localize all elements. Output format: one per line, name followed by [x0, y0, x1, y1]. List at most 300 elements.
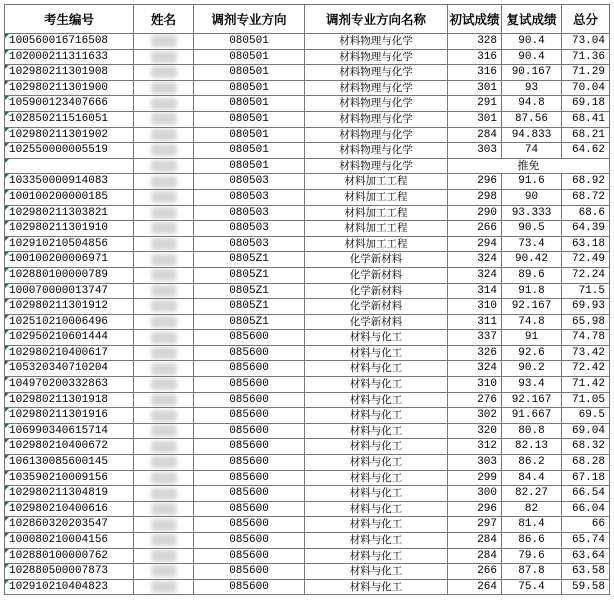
second-score-cell[interactable]: 75.4 — [502, 579, 562, 595]
major-code-cell[interactable]: 085600 — [194, 533, 305, 549]
candidate-id-cell[interactable]: 102850211516051 — [5, 111, 134, 127]
total-score-cell[interactable]: 71.29 — [562, 65, 610, 81]
candidate-id-cell[interactable]: 102510210006496 — [5, 314, 134, 330]
candidate-id-cell[interactable]: 102980210400672 — [5, 439, 134, 455]
total-score-cell[interactable]: 71.42 — [562, 377, 610, 393]
total-score-cell[interactable]: 68.72 — [562, 189, 610, 205]
redacted-name-blur — [151, 503, 177, 515]
header-candidate-id[interactable]: 考生编号 — [5, 5, 134, 34]
name-cell-redacted[interactable] — [134, 361, 194, 377]
header-total-score[interactable]: 总分 — [562, 5, 610, 34]
first-score-cell[interactable]: 284 — [448, 127, 502, 143]
major-name-cell[interactable]: 材料与化工 — [305, 486, 448, 502]
second-score-cell[interactable]: 90.167 — [502, 65, 562, 81]
redacted-name-blur — [151, 160, 177, 172]
second-score-cell[interactable]: 82.13 — [502, 439, 562, 455]
major-code-cell[interactable]: 080503 — [194, 221, 305, 237]
name-cell-redacted[interactable] — [134, 158, 194, 174]
first-score-cell[interactable]: 276 — [448, 392, 502, 408]
total-score-cell[interactable]: 69.93 — [562, 299, 610, 315]
total-score-cell[interactable]: 73.42 — [562, 345, 610, 361]
candidate-id-cell[interactable]: 102550000005519 — [5, 143, 134, 159]
major-code-cell[interactable]: 080501 — [194, 143, 305, 159]
candidate-id-cell[interactable]: 102880100000789 — [5, 267, 134, 283]
major-name-cell[interactable]: 材料物理与化学 — [305, 111, 448, 127]
total-score-cell[interactable]: 68.28 — [562, 455, 610, 471]
name-cell-redacted[interactable] — [134, 330, 194, 346]
total-score-cell[interactable]: 69.18 — [562, 96, 610, 112]
second-score-cell[interactable]: 90.42 — [502, 252, 562, 268]
major-name-cell[interactable]: 材料物理与化学 — [305, 65, 448, 81]
first-score-cell[interactable]: 266 — [448, 221, 502, 237]
major-name-cell[interactable]: 化学新材料 — [305, 267, 448, 283]
major-code-cell[interactable]: 0805Z1 — [194, 283, 305, 299]
first-score-cell[interactable]: 314 — [448, 283, 502, 299]
candidate-id-cell[interactable]: 102980210400617 — [5, 345, 134, 361]
header-second-score[interactable]: 复试成绩 — [502, 5, 562, 34]
second-score-cell[interactable]: 90.4 — [502, 49, 562, 65]
major-code-cell[interactable]: 080501 — [194, 111, 305, 127]
total-score-cell[interactable]: 72.49 — [562, 252, 610, 268]
first-score-cell[interactable]: 324 — [448, 361, 502, 377]
first-score-cell[interactable]: 337 — [448, 330, 502, 346]
redacted-name-blur — [151, 410, 177, 422]
candidate-id-cell[interactable]: 102950210601444 — [5, 330, 134, 346]
first-score-cell[interactable]: 324 — [448, 267, 502, 283]
table-row — [5, 517, 610, 533]
table-row — [5, 111, 610, 127]
total-score-cell[interactable]: 64.39 — [562, 221, 610, 237]
first-score-cell[interactable]: 316 — [448, 65, 502, 81]
header-name[interactable]: 姓名 — [134, 5, 194, 34]
major-name-cell[interactable]: 材料物理与化学 — [305, 80, 448, 96]
major-name-cell[interactable]: 材料与化工 — [305, 330, 448, 346]
first-score-cell[interactable]: 310 — [448, 377, 502, 393]
second-score-cell[interactable]: 93.333 — [502, 205, 562, 221]
table-row — [5, 501, 610, 517]
redacted-name-blur — [151, 222, 177, 234]
candidate-id-cell[interactable]: 102000211311633 — [5, 49, 134, 65]
major-name-cell[interactable]: 材料物理与化学 — [305, 158, 448, 174]
name-cell-redacted[interactable] — [134, 236, 194, 252]
second-score-cell[interactable]: 93 — [502, 80, 562, 96]
major-name-cell[interactable]: 材料加工工程 — [305, 174, 448, 190]
candidate-id-cell[interactable]: 106990340615714 — [5, 423, 134, 439]
first-score-cell[interactable]: 290 — [448, 205, 502, 221]
name-cell-redacted[interactable] — [134, 49, 194, 65]
candidate-id-cell[interactable]: 100100200000185 — [5, 189, 134, 205]
total-score-cell[interactable]: 74.78 — [562, 330, 610, 346]
table-row — [5, 299, 610, 315]
total-score-cell[interactable]: 65.98 — [562, 314, 610, 330]
major-code-cell[interactable]: 085600 — [194, 455, 305, 471]
candidate-id-cell[interactable]: 105900123407666 — [5, 96, 134, 112]
major-code-cell[interactable]: 080501 — [194, 80, 305, 96]
total-score-cell[interactable]: 66.04 — [562, 501, 610, 517]
table-row — [5, 345, 610, 361]
major-name-cell[interactable]: 材料与化工 — [305, 517, 448, 533]
second-score-cell[interactable]: 87.8 — [502, 564, 562, 580]
redacted-name-blur — [151, 300, 177, 312]
second-score-cell[interactable]: 74 — [502, 143, 562, 159]
second-score-cell[interactable]: 74.8 — [502, 314, 562, 330]
total-score-cell[interactable]: 66.54 — [562, 486, 610, 502]
total-score-cell[interactable]: 63.18 — [562, 236, 610, 252]
total-score-cell[interactable]: 68.41 — [562, 111, 610, 127]
first-score-cell[interactable]: 311 — [448, 314, 502, 330]
first-score-cell[interactable]: 302 — [448, 408, 502, 424]
major-code-cell[interactable]: 080501 — [194, 49, 305, 65]
candidate-id-cell[interactable]: 100080210004156 — [5, 533, 134, 549]
major-code-cell[interactable]: 085600 — [194, 548, 305, 564]
name-cell-redacted[interactable] — [134, 283, 194, 299]
redacted-name-blur — [151, 35, 177, 47]
first-score-cell[interactable]: 303 — [448, 455, 502, 471]
total-score-cell[interactable]: 68.6 — [562, 205, 610, 221]
first-score-cell[interactable]: 284 — [448, 548, 502, 564]
second-score-cell[interactable]: 91.667 — [502, 408, 562, 424]
first-score-cell[interactable]: 298 — [448, 189, 502, 205]
candidate-id-cell[interactable]: 102880100000762 — [5, 548, 134, 564]
first-score-cell[interactable]: 296 — [448, 174, 502, 190]
major-code-cell[interactable]: 085600 — [194, 361, 305, 377]
second-score-cell[interactable]: 90.5 — [502, 221, 562, 237]
header-major-name[interactable]: 调剂专业方向名称 — [305, 5, 448, 34]
major-name-cell[interactable]: 材料与化工 — [305, 439, 448, 455]
major-name-cell[interactable]: 材料与化工 — [305, 408, 448, 424]
major-code-cell[interactable]: 080501 — [194, 158, 305, 174]
table-row — [5, 579, 610, 595]
name-cell-redacted[interactable] — [134, 314, 194, 330]
name-cell-redacted[interactable] — [134, 221, 194, 237]
name-cell-redacted[interactable] — [134, 470, 194, 486]
major-code-cell[interactable]: 080501 — [194, 65, 305, 81]
major-name-cell[interactable]: 材料与化工 — [305, 392, 448, 408]
candidate-id-cell[interactable]: 106130085600145 — [5, 455, 134, 471]
name-cell-redacted[interactable] — [134, 517, 194, 533]
table-row — [5, 564, 610, 580]
name-cell-redacted[interactable] — [134, 299, 194, 315]
table-row — [5, 455, 610, 471]
name-cell-redacted[interactable] — [134, 252, 194, 268]
second-score-cell[interactable]: 81.4 — [502, 517, 562, 533]
candidate-id-cell[interactable]: 102980211301902 — [5, 127, 134, 143]
first-score-cell[interactable]: 303 — [448, 143, 502, 159]
total-score-cell[interactable]: 65.74 — [562, 533, 610, 549]
major-code-cell[interactable]: 085600 — [194, 392, 305, 408]
candidate-id-cell[interactable]: 102860320203547 — [5, 517, 134, 533]
total-score-cell[interactable]: 63.64 — [562, 548, 610, 564]
total-score-cell[interactable]: 69.04 — [562, 423, 610, 439]
redacted-name-blur — [151, 550, 177, 562]
major-code-cell[interactable]: 080503 — [194, 236, 305, 252]
major-name-cell[interactable]: 材料与化工 — [305, 501, 448, 517]
redacted-name-blur — [151, 363, 177, 375]
name-cell-redacted[interactable] — [134, 143, 194, 159]
major-code-cell[interactable]: 085600 — [194, 330, 305, 346]
table-row — [5, 65, 610, 81]
first-score-cell[interactable]: 284 — [448, 533, 502, 549]
major-code-cell[interactable]: 085600 — [194, 377, 305, 393]
major-code-cell[interactable]: 080503 — [194, 189, 305, 205]
total-score-cell[interactable]: 68.21 — [562, 127, 610, 143]
total-score-cell[interactable]: 63.58 — [562, 564, 610, 580]
major-name-cell[interactable]: 材料物理与化学 — [305, 127, 448, 143]
candidate-id-cell[interactable]: 102980211303821 — [5, 205, 134, 221]
second-score-cell[interactable]: 91.8 — [502, 283, 562, 299]
name-cell-redacted[interactable] — [134, 189, 194, 205]
total-score-cell[interactable]: 72.42 — [562, 361, 610, 377]
first-score-cell[interactable]: 320 — [448, 423, 502, 439]
second-score-cell[interactable]: 90 — [502, 189, 562, 205]
second-score-cell[interactable]: 94.833 — [502, 127, 562, 143]
total-score-cell[interactable]: 68.92 — [562, 174, 610, 190]
candidate-id-cell[interactable]: 102980211301908 — [5, 65, 134, 81]
major-code-cell[interactable]: 0805Z1 — [194, 314, 305, 330]
redacted-name-blur — [151, 66, 177, 78]
candidate-id-cell[interactable]: 102980210400616 — [5, 501, 134, 517]
second-score-cell[interactable]: 92.6 — [502, 345, 562, 361]
total-score-cell[interactable]: 72.24 — [562, 267, 610, 283]
second-score-cell[interactable]: 92.167 — [502, 299, 562, 315]
first-score-cell[interactable]: 316 — [448, 49, 502, 65]
redacted-name-blur — [151, 113, 177, 125]
header-major-code[interactable]: 调剂专业方向 — [194, 5, 305, 34]
major-name-cell[interactable]: 化学新材料 — [305, 252, 448, 268]
first-score-cell[interactable]: 312 — [448, 439, 502, 455]
first-score-cell[interactable]: 294 — [448, 236, 502, 252]
first-score-cell[interactable]: 266 — [448, 564, 502, 580]
first-score-cell[interactable]: 301 — [448, 111, 502, 127]
second-score-cell[interactable]: 86.2 — [502, 455, 562, 471]
candidate-id-cell[interactable]: 100560016716508 — [5, 34, 134, 50]
major-name-cell[interactable]: 材料加工工程 — [305, 205, 448, 221]
major-name-cell[interactable]: 材料加工工程 — [305, 221, 448, 237]
major-code-cell[interactable]: 085600 — [194, 470, 305, 486]
candidate-id-cell[interactable]: 100070000013747 — [5, 283, 134, 299]
candidate-id-cell[interactable]: 102910210504856 — [5, 236, 134, 252]
major-code-cell[interactable]: 080503 — [194, 174, 305, 190]
major-name-cell[interactable]: 材料与化工 — [305, 470, 448, 486]
second-score-cell[interactable]: 82 — [502, 501, 562, 517]
total-score-cell[interactable]: 70.04 — [562, 80, 610, 96]
major-code-cell[interactable]: 0805Z1 — [194, 267, 305, 283]
first-score-cell[interactable]: 264 — [448, 579, 502, 595]
redacted-name-blur — [151, 51, 177, 63]
candidate-id-cell[interactable]: 103350000914083 — [5, 174, 134, 190]
major-code-cell[interactable]: 085600 — [194, 564, 305, 580]
name-cell-redacted[interactable] — [134, 80, 194, 96]
table-row — [5, 174, 610, 190]
redacted-name-blur — [151, 534, 177, 546]
name-cell-redacted[interactable] — [134, 205, 194, 221]
total-score-cell[interactable]: 66 — [562, 517, 610, 533]
name-cell-redacted[interactable] — [134, 423, 194, 439]
major-name-cell[interactable]: 材料与化工 — [305, 377, 448, 393]
name-cell-redacted[interactable] — [134, 486, 194, 502]
redacted-name-blur — [151, 176, 177, 188]
table-row — [5, 49, 610, 65]
major-name-cell[interactable]: 材料与化工 — [305, 533, 448, 549]
candidate-id-cell[interactable]: 102980211301918 — [5, 392, 134, 408]
second-score-cell[interactable]: 90.2 — [502, 361, 562, 377]
major-name-cell[interactable]: 材料与化工 — [305, 548, 448, 564]
total-score-cell[interactable]: 59.58 — [562, 579, 610, 595]
candidate-id-cell[interactable]: 105320340710204 — [5, 361, 134, 377]
second-score-cell[interactable]: 93.4 — [502, 377, 562, 393]
major-name-cell[interactable]: 化学新材料 — [305, 283, 448, 299]
major-name-cell[interactable]: 材料与化工 — [305, 455, 448, 471]
total-score-cell[interactable]: 69.5 — [562, 408, 610, 424]
major-name-cell[interactable]: 化学新材料 — [305, 299, 448, 315]
major-code-cell[interactable]: 085600 — [194, 486, 305, 502]
first-score-cell[interactable]: 324 — [448, 252, 502, 268]
major-code-cell[interactable]: 0805Z1 — [194, 299, 305, 315]
table-row — [5, 158, 610, 174]
name-cell-redacted[interactable] — [134, 377, 194, 393]
second-score-cell[interactable]: 94.8 — [502, 96, 562, 112]
candidate-id-cell[interactable]: 104970200332863 — [5, 377, 134, 393]
candidate-id-cell[interactable]: 100100200006971 — [5, 252, 134, 268]
major-code-cell[interactable]: 085600 — [194, 517, 305, 533]
second-score-cell[interactable]: 91 — [502, 330, 562, 346]
second-score-cell[interactable]: 89.6 — [502, 267, 562, 283]
major-name-cell[interactable]: 材料加工工程 — [305, 189, 448, 205]
redacted-name-blur — [151, 207, 177, 219]
major-name-cell[interactable]: 材料与化工 — [305, 579, 448, 595]
table-row — [5, 361, 610, 377]
candidate-id-cell[interactable]: 103590210009156 — [5, 470, 134, 486]
total-score-cell[interactable]: 71.05 — [562, 392, 610, 408]
candidate-id-cell[interactable]: 102980211301912 — [5, 299, 134, 315]
redacted-name-blur — [151, 488, 177, 500]
name-cell-redacted[interactable] — [134, 267, 194, 283]
header-first-score[interactable]: 初试成绩 — [448, 5, 502, 34]
second-score-cell[interactable]: 86.6 — [502, 533, 562, 549]
name-cell-redacted[interactable] — [134, 439, 194, 455]
major-code-cell[interactable]: 085600 — [194, 439, 305, 455]
name-cell-redacted[interactable] — [134, 111, 194, 127]
first-score-cell[interactable]: 301 — [448, 80, 502, 96]
first-score-cell[interactable]: 297 — [448, 517, 502, 533]
major-name-cell[interactable]: 材料与化工 — [305, 423, 448, 439]
candidate-id-cell[interactable]: 102980211301910 — [5, 221, 134, 237]
name-cell-redacted[interactable] — [134, 408, 194, 424]
second-score-cell[interactable]: 79.6 — [502, 548, 562, 564]
second-score-cell[interactable]: 73.4 — [502, 236, 562, 252]
major-code-cell[interactable]: 080503 — [194, 205, 305, 221]
major-name-cell[interactable]: 材料物理与化学 — [305, 143, 448, 159]
redacted-name-blur — [151, 441, 177, 453]
major-name-cell[interactable]: 材料与化工 — [305, 345, 448, 361]
major-code-cell[interactable]: 085600 — [194, 408, 305, 424]
second-score-cell[interactable]: 87.56 — [502, 111, 562, 127]
total-score-cell[interactable]: 71.36 — [562, 49, 610, 65]
name-cell-redacted[interactable] — [134, 533, 194, 549]
name-cell-redacted[interactable] — [134, 455, 194, 471]
name-cell-redacted[interactable] — [134, 96, 194, 112]
redacted-name-blur — [151, 565, 177, 577]
second-score-cell[interactable]: 84.4 — [502, 470, 562, 486]
major-code-cell[interactable]: 0805Z1 — [194, 252, 305, 268]
name-cell-redacted[interactable] — [134, 34, 194, 50]
major-code-cell[interactable]: 085600 — [194, 345, 305, 361]
major-name-cell[interactable]: 材料物理与化学 — [305, 49, 448, 65]
name-cell-redacted[interactable] — [134, 392, 194, 408]
second-score-cell[interactable]: 90.4 — [502, 34, 562, 50]
major-code-cell[interactable]: 080501 — [194, 96, 305, 112]
second-score-cell[interactable]: 91.6 — [502, 174, 562, 190]
table-row — [5, 34, 610, 50]
major-code-cell[interactable]: 085600 — [194, 501, 305, 517]
major-code-cell[interactable]: 080501 — [194, 127, 305, 143]
table-row — [5, 80, 610, 96]
name-cell-redacted[interactable] — [134, 579, 194, 595]
major-code-cell[interactable]: 080501 — [194, 34, 305, 50]
major-name-cell[interactable]: 材料加工工程 — [305, 236, 448, 252]
total-score-cell[interactable]: 71.5 — [562, 283, 610, 299]
table-row — [5, 377, 610, 393]
major-name-cell[interactable]: 材料物理与化学 — [305, 34, 448, 50]
second-score-cell[interactable]: 82.27 — [502, 486, 562, 502]
first-score-cell[interactable]: 296 — [448, 501, 502, 517]
name-cell-redacted[interactable] — [134, 548, 194, 564]
table-row — [5, 189, 610, 205]
second-score-cell[interactable]: 80.8 — [502, 423, 562, 439]
first-score-cell[interactable]: 328 — [448, 34, 502, 50]
name-cell-redacted[interactable] — [134, 564, 194, 580]
name-cell-redacted[interactable] — [134, 345, 194, 361]
first-score-cell[interactable]: 299 — [448, 470, 502, 486]
candidate-id-cell[interactable]: 102880500007873 — [5, 564, 134, 580]
table-row — [5, 96, 610, 112]
redacted-name-blur — [151, 456, 177, 468]
total-score-cell[interactable]: 67.18 — [562, 470, 610, 486]
name-cell-redacted[interactable] — [134, 127, 194, 143]
total-score-cell[interactable]: 64.62 — [562, 143, 610, 159]
major-name-cell[interactable]: 材料与化工 — [305, 564, 448, 580]
redacted-name-blur — [151, 394, 177, 406]
candidate-id-cell[interactable] — [5, 158, 134, 174]
first-score-cell[interactable]: 310 — [448, 299, 502, 315]
total-score-cell[interactable]: 73.04 — [562, 34, 610, 50]
table-row — [5, 143, 610, 159]
first-score-cell[interactable]: 300 — [448, 486, 502, 502]
major-name-cell[interactable]: 材料物理与化学 — [305, 96, 448, 112]
candidate-id-cell[interactable]: 102910210404823 — [5, 579, 134, 595]
first-score-cell[interactable]: 291 — [448, 96, 502, 112]
redacted-name-blur — [151, 581, 177, 593]
first-score-cell[interactable]: 326 — [448, 345, 502, 361]
exempt-cell[interactable]: 推免 — [448, 158, 610, 174]
table-row — [5, 423, 610, 439]
candidate-id-cell[interactable]: 102980211304819 — [5, 486, 134, 502]
name-cell-redacted[interactable] — [134, 174, 194, 190]
candidate-id-cell[interactable]: 102980211301916 — [5, 408, 134, 424]
name-cell-redacted[interactable] — [134, 501, 194, 517]
name-cell-redacted[interactable] — [134, 65, 194, 81]
major-code-cell[interactable]: 085600 — [194, 423, 305, 439]
candidate-id-cell[interactable]: 102980211301900 — [5, 80, 134, 96]
major-name-cell[interactable]: 化学新材料 — [305, 314, 448, 330]
redacted-name-blur — [151, 285, 177, 297]
total-score-cell[interactable]: 68.32 — [562, 439, 610, 455]
second-score-cell[interactable]: 92.167 — [502, 392, 562, 408]
table-row — [5, 533, 610, 549]
table-row — [5, 548, 610, 564]
major-code-cell[interactable]: 085600 — [194, 579, 305, 595]
major-name-cell[interactable]: 材料与化工 — [305, 361, 448, 377]
